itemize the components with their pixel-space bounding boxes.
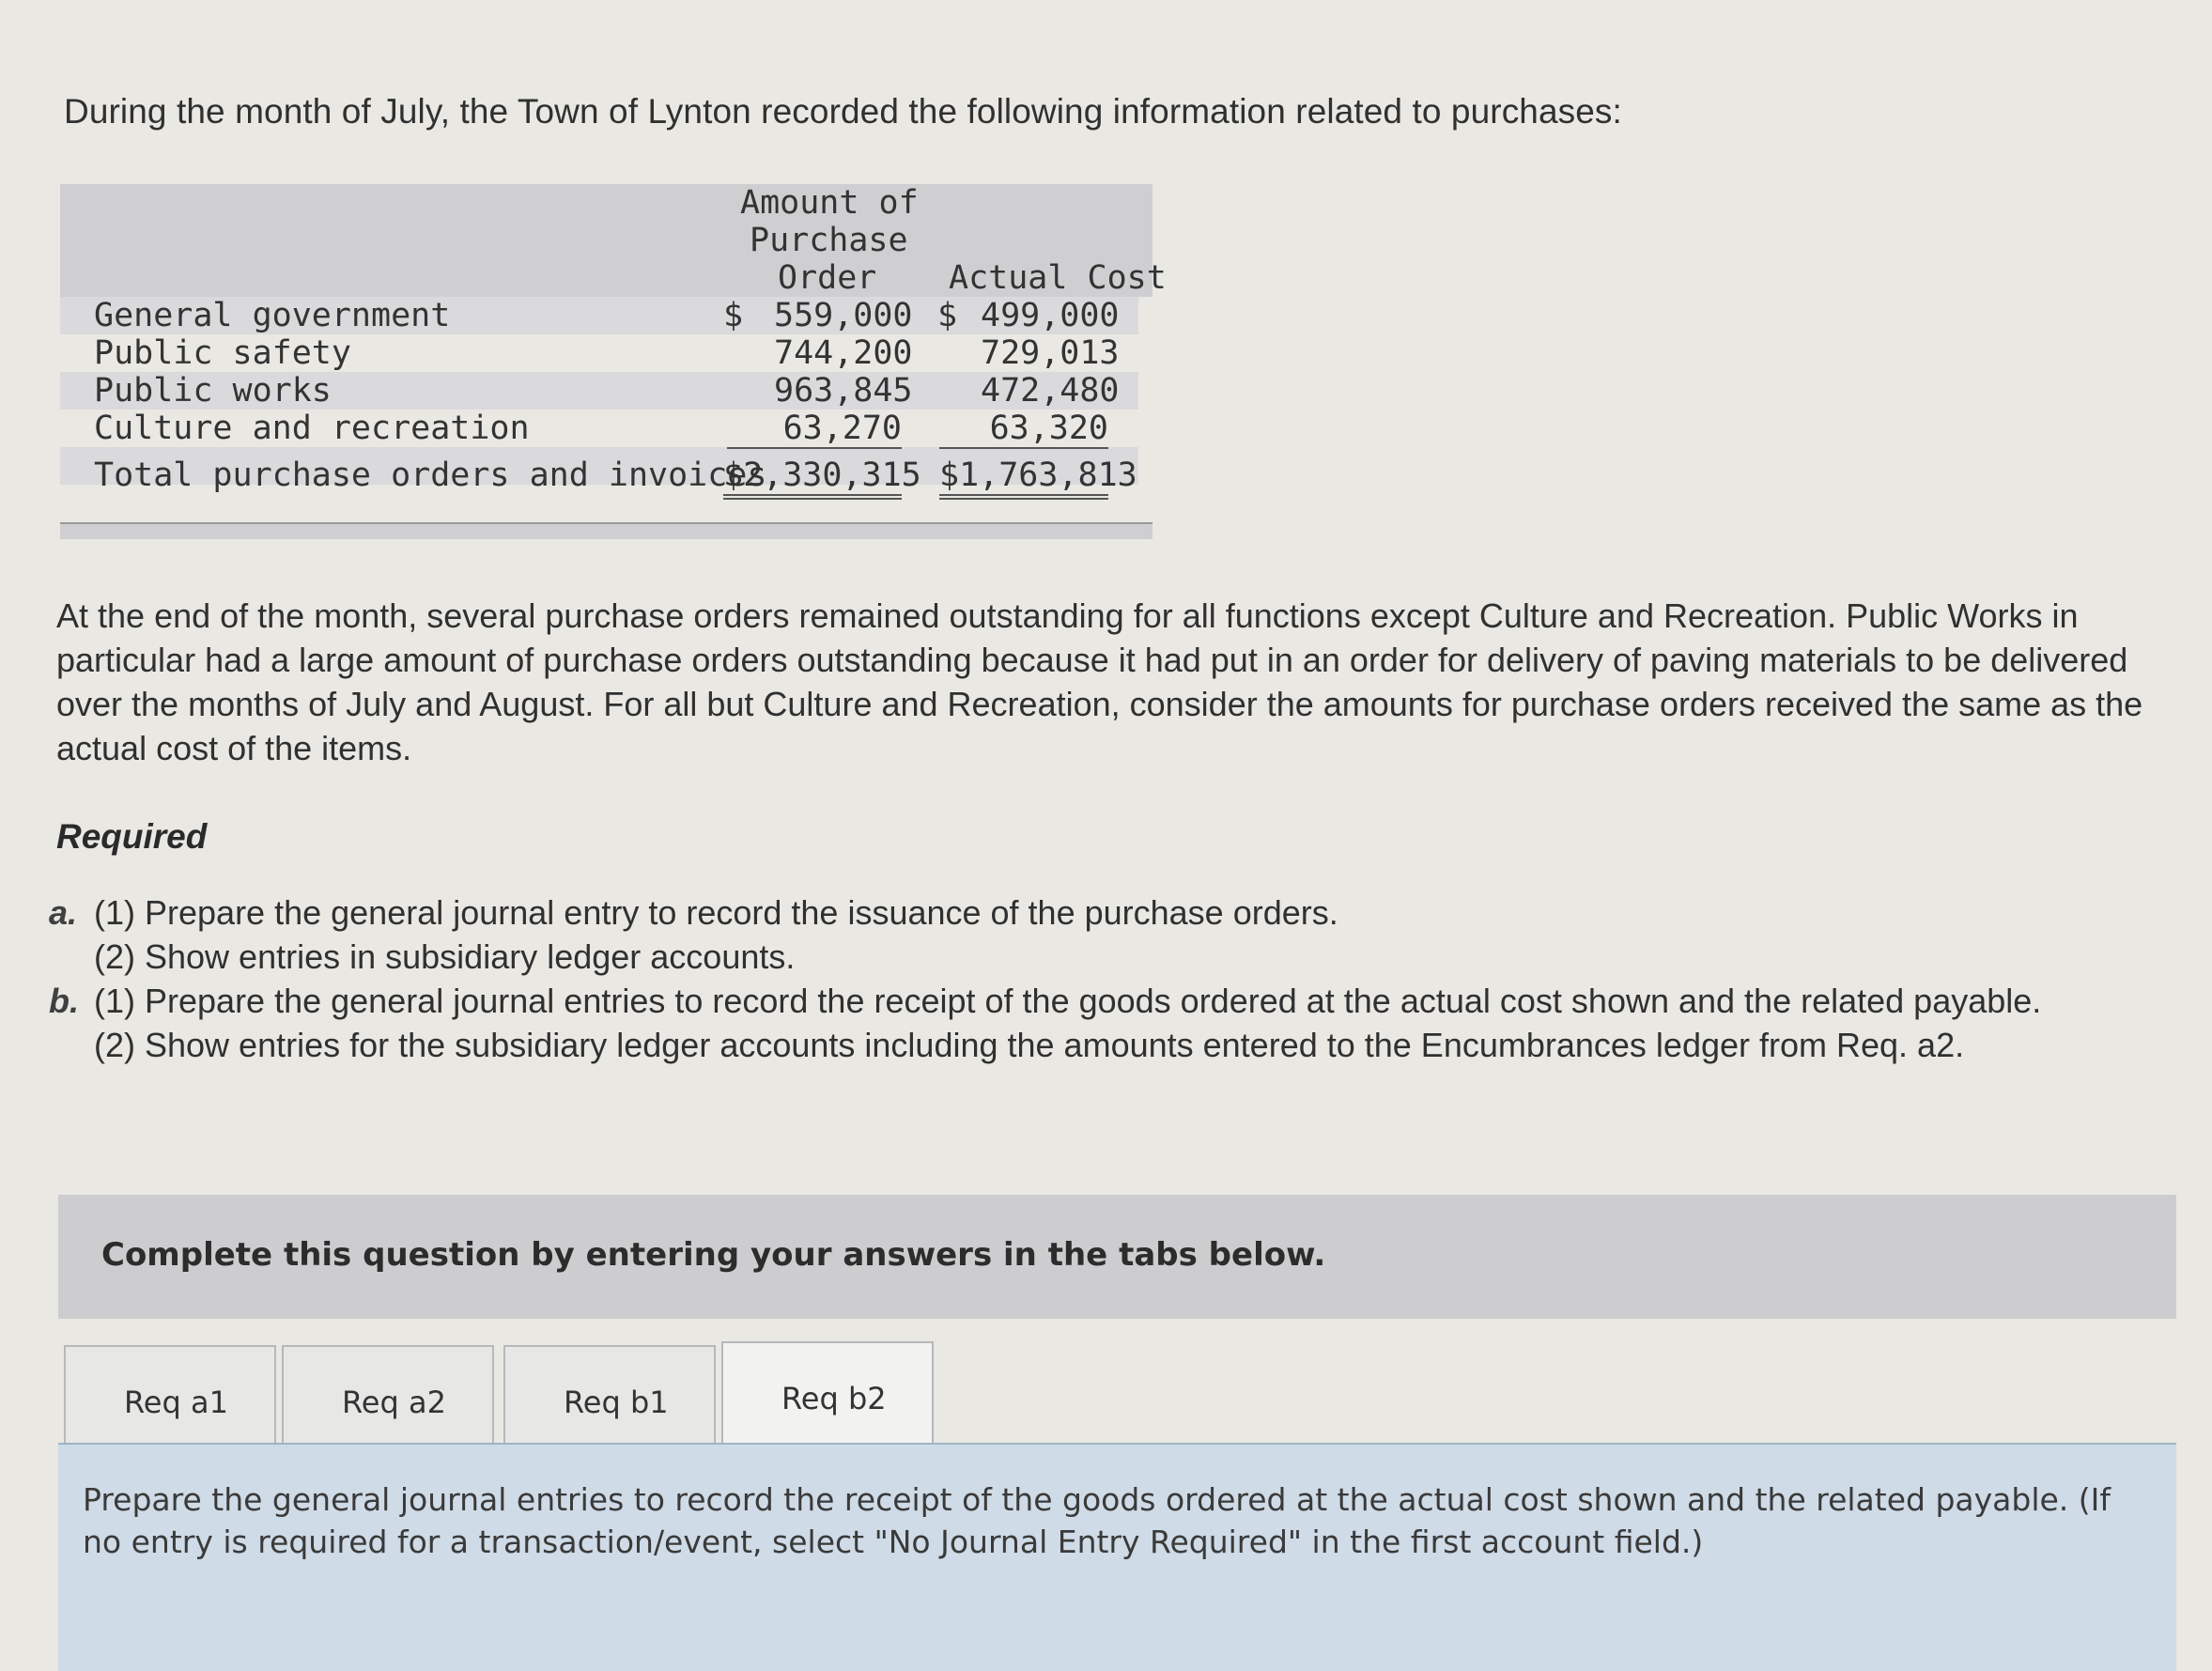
required-heading: Required <box>56 817 208 856</box>
row-label: Public safety <box>94 334 351 372</box>
header-actual-cost: Actual Cost <box>949 259 1167 297</box>
header-po-line2: Purchase <box>750 222 908 259</box>
req-a2: (2) Show entries in subsidiary ledger accounts. <box>94 937 796 976</box>
req-a-label: a. <box>49 893 78 932</box>
tab-label: Req b1 <box>564 1385 669 1420</box>
req-b-label: b. <box>49 982 79 1020</box>
context-paragraph: At the end of the month, several purchase orders remained outstanding for all functions except Culture and Recreation. Public Works in particular had a large amount of purchase orders outstanding because it had put in an order for delivery of paving materials to be delivered over the months of July and August. For all but Culture and Recreation, consider the amounts for purchase orders received the same as the actual cost of the items. <box>56 596 2143 767</box>
req-a1 <box>49 890 2041 935</box>
instructions-text: Complete this question by entering your answers in the tabs below. <box>101 1236 1326 1274</box>
req-b1-text: (1) Prepare the general journal entries to record the receipt of the goods ordered at the actual cost shown and the related payable. <box>94 982 2042 1020</box>
row-label: Public works <box>94 372 332 410</box>
ac-dollar-sign: $ <box>937 297 958 334</box>
total-ac-amount: $1,763,813 <box>939 456 1108 500</box>
panel-instructions: Prepare the general journal entries to record the receipt of the goods ordered at the actual cost shown and the related payable. (If no entry is required for a transaction/event, select "No Journal Entry Required" in the first account field.) <box>83 1481 2111 1560</box>
req-a1-text: (1) Prepare the general journal entry to record the issuance of the purchase orders. <box>94 893 1338 932</box>
row-label: General government <box>94 297 451 334</box>
header-po-line1: Amount of <box>740 184 919 222</box>
ac-amount: 729,013 <box>981 334 1120 372</box>
po-dollar-sign: $ <box>723 297 744 334</box>
requirements-list <box>49 890 2041 1067</box>
header-po-line3: Order <box>778 259 877 297</box>
req-b2: (2) Show entries for the subsidiary ledger accounts including the amounts entered to the Encumbrances ledger from Req. a2. <box>94 1026 1965 1064</box>
instructions-banner <box>58 1195 2176 1319</box>
po-amount: 963,845 <box>774 372 913 410</box>
req-b1 <box>49 979 2041 1023</box>
row-label: Culture and recreation <box>94 410 530 447</box>
tab-req-a1[interactable] <box>64 1345 276 1454</box>
purchases-table <box>60 184 1167 541</box>
tab-req-b2[interactable] <box>721 1341 934 1450</box>
table-bottom-rule <box>60 522 1152 539</box>
tab-label: Req a1 <box>124 1385 228 1420</box>
po-amount: 559,000 <box>774 297 913 334</box>
tab-content-panel <box>58 1443 2176 1671</box>
ac-amount: 63,320 <box>939 410 1108 449</box>
intro-text: During the month of July, the Town of Lynton recorded the following information related to purchases: <box>64 92 1622 131</box>
tab-req-b1[interactable] <box>503 1345 716 1454</box>
po-amount: 744,200 <box>774 334 913 372</box>
ac-amount: 499,000 <box>981 297 1120 334</box>
tab-label: Req b2 <box>781 1381 887 1416</box>
total-po-amount: $2,330,315 <box>723 456 902 500</box>
ac-amount: 472,480 <box>981 372 1120 410</box>
total-label: Total purchase orders and invoices <box>94 456 767 494</box>
tab-req-a2[interactable] <box>282 1345 494 1454</box>
po-amount: 63,270 <box>727 410 902 449</box>
tab-label: Req a2 <box>342 1385 446 1420</box>
